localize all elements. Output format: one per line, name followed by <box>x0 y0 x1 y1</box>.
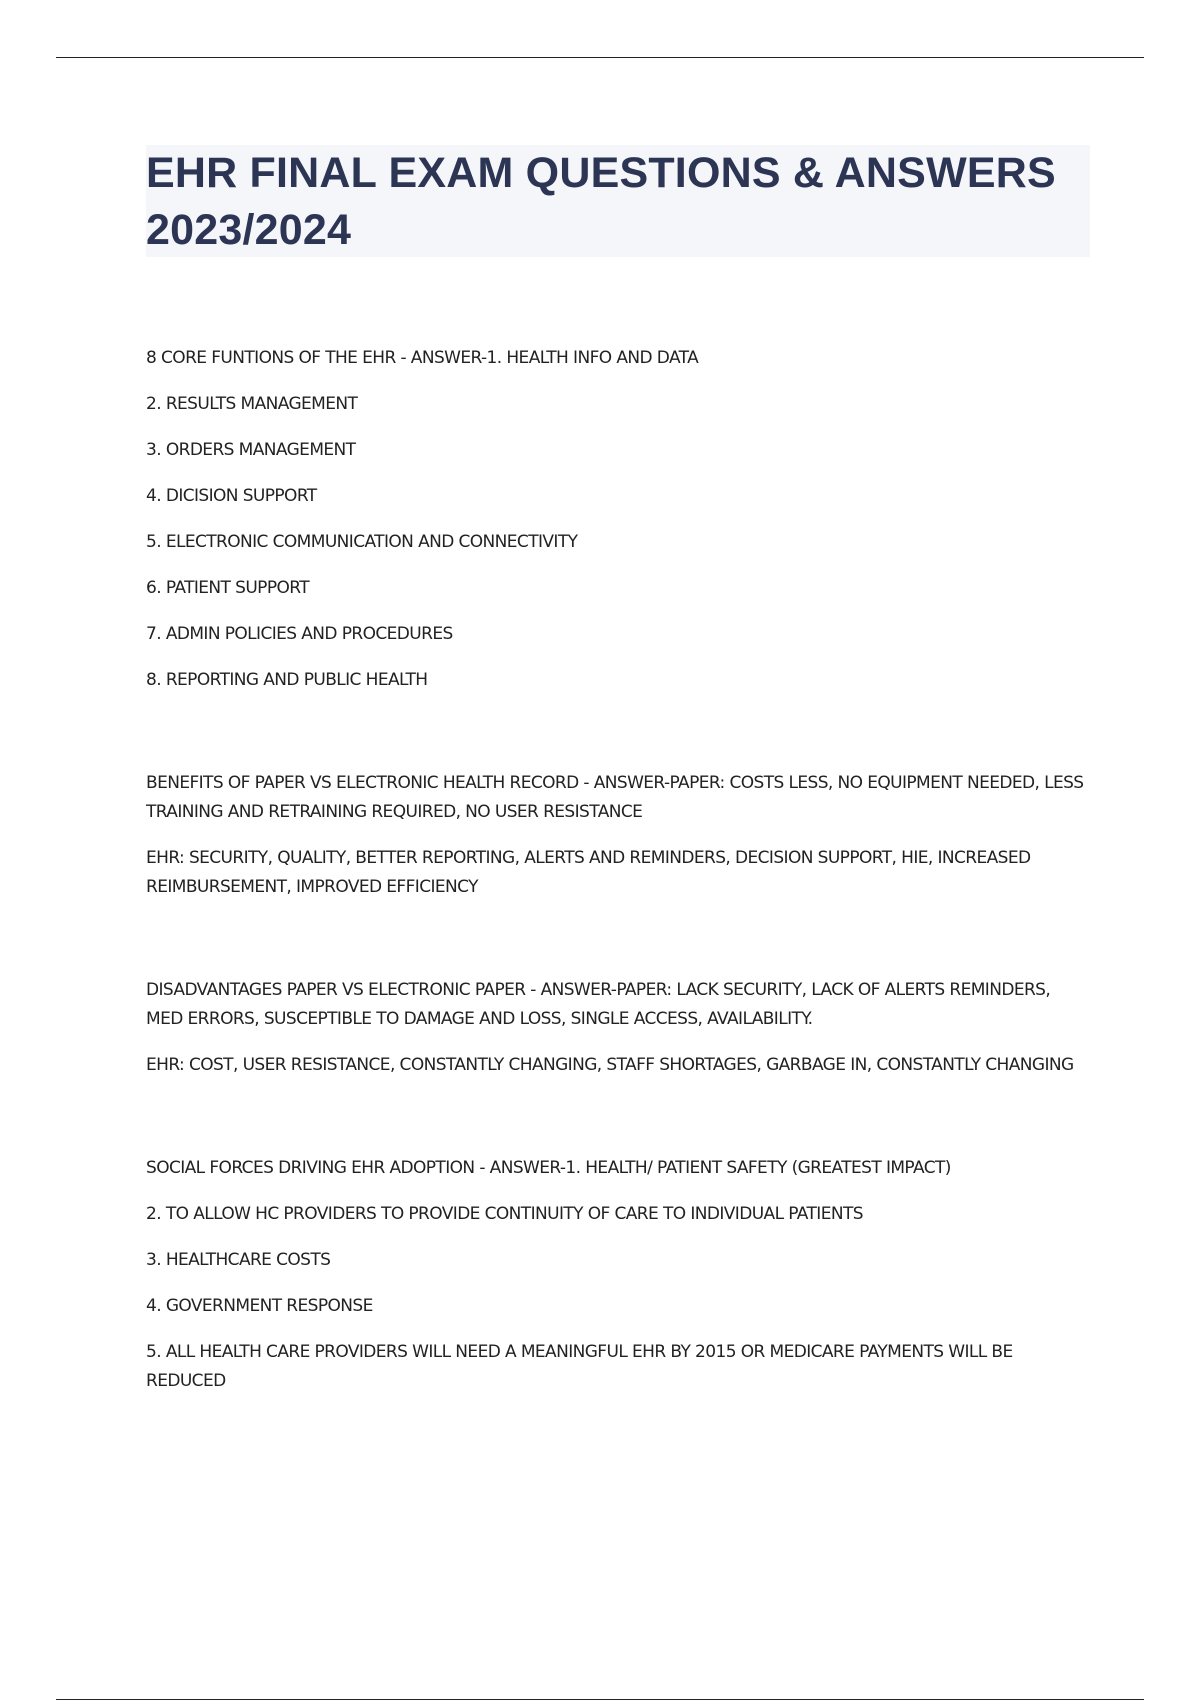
answer-item: 4. DICISION SUPPORT <box>146 486 317 506</box>
answer-item: 5. ALL HEALTH CARE PROVIDERS WILL NEED A MEANINGFUL EHR BY 2015 OR MEDICARE PAYMENTS WILL BE REDUCED <box>146 1342 1013 1391</box>
document-body <box>146 344 1090 1396</box>
qa-section-core-functions <box>146 344 1090 695</box>
answer-item: 3. ORDERS MANAGEMENT <box>146 440 356 460</box>
qa-section-benefits <box>146 769 1090 902</box>
answer-item: 6. PATIENT SUPPORT <box>146 578 310 598</box>
question-answer: DISADVANTAGES PAPER VS ELECTRONIC PAPER - ANSWER-PAPER: LACK SECURITY, LACK OF ALERTS REMINDERS, MED ERRORS, SUSCEPTIBLE TO DAMAGE AND LOSS, SINGLE ACCESS, AVAILABILITY. <box>146 980 1051 1029</box>
answer-item: EHR: SECURITY, QUALITY, BETTER REPORTING, ALERTS AND REMINDERS, DECISION SUPPORT, HIE, INCREASED REIMBURSEMENT, IMPROVED EFFICIENCY <box>146 848 1031 897</box>
question-answer: SOCIAL FORCES DRIVING EHR ADOPTION - ANSWER-1. HEALTH/ PATIENT SAFETY (GREATEST IMPACT) <box>146 1158 951 1178</box>
answer-item: EHR: COST, USER RESISTANCE, CONSTANTLY CHANGING, STAFF SHORTAGES, GARBAGE IN, CONSTANTLY CHANGING <box>146 1055 1074 1075</box>
page-title: EHR FINAL EXAM QUESTIONS & ANSWERS 2023/2024 <box>146 149 1056 254</box>
qa-section-disadvantages <box>146 976 1090 1080</box>
question-answer: BENEFITS OF PAPER VS ELECTRONIC HEALTH RECORD - ANSWER-PAPER: COSTS LESS, NO EQUIPMENT NEEDED, LESS TRAINING AND RETRAINING REQUIRED, NO USER RESISTANCE <box>146 773 1084 822</box>
answer-item: 3. HEALTHCARE COSTS <box>146 1250 331 1270</box>
answer-item: 8. REPORTING AND PUBLIC HEALTH <box>146 670 428 690</box>
question-answer: 8 CORE FUNTIONS OF THE EHR - ANSWER-1. HEALTH INFO AND DATA <box>146 348 699 368</box>
qa-section-social-forces <box>146 1154 1090 1396</box>
answer-item: 4. GOVERNMENT RESPONSE <box>146 1296 373 1316</box>
answer-item: 7. ADMIN POLICIES AND PROCEDURES <box>146 624 453 644</box>
answer-item: 2. TO ALLOW HC PROVIDERS TO PROVIDE CONTINUITY OF CARE TO INDIVIDUAL PATIENTS <box>146 1204 863 1224</box>
answer-item: 5. ELECTRONIC COMMUNICATION AND CONNECTIVITY <box>146 532 578 552</box>
header-rule <box>56 57 1144 58</box>
answer-item: 2. RESULTS MANAGEMENT <box>146 394 358 414</box>
